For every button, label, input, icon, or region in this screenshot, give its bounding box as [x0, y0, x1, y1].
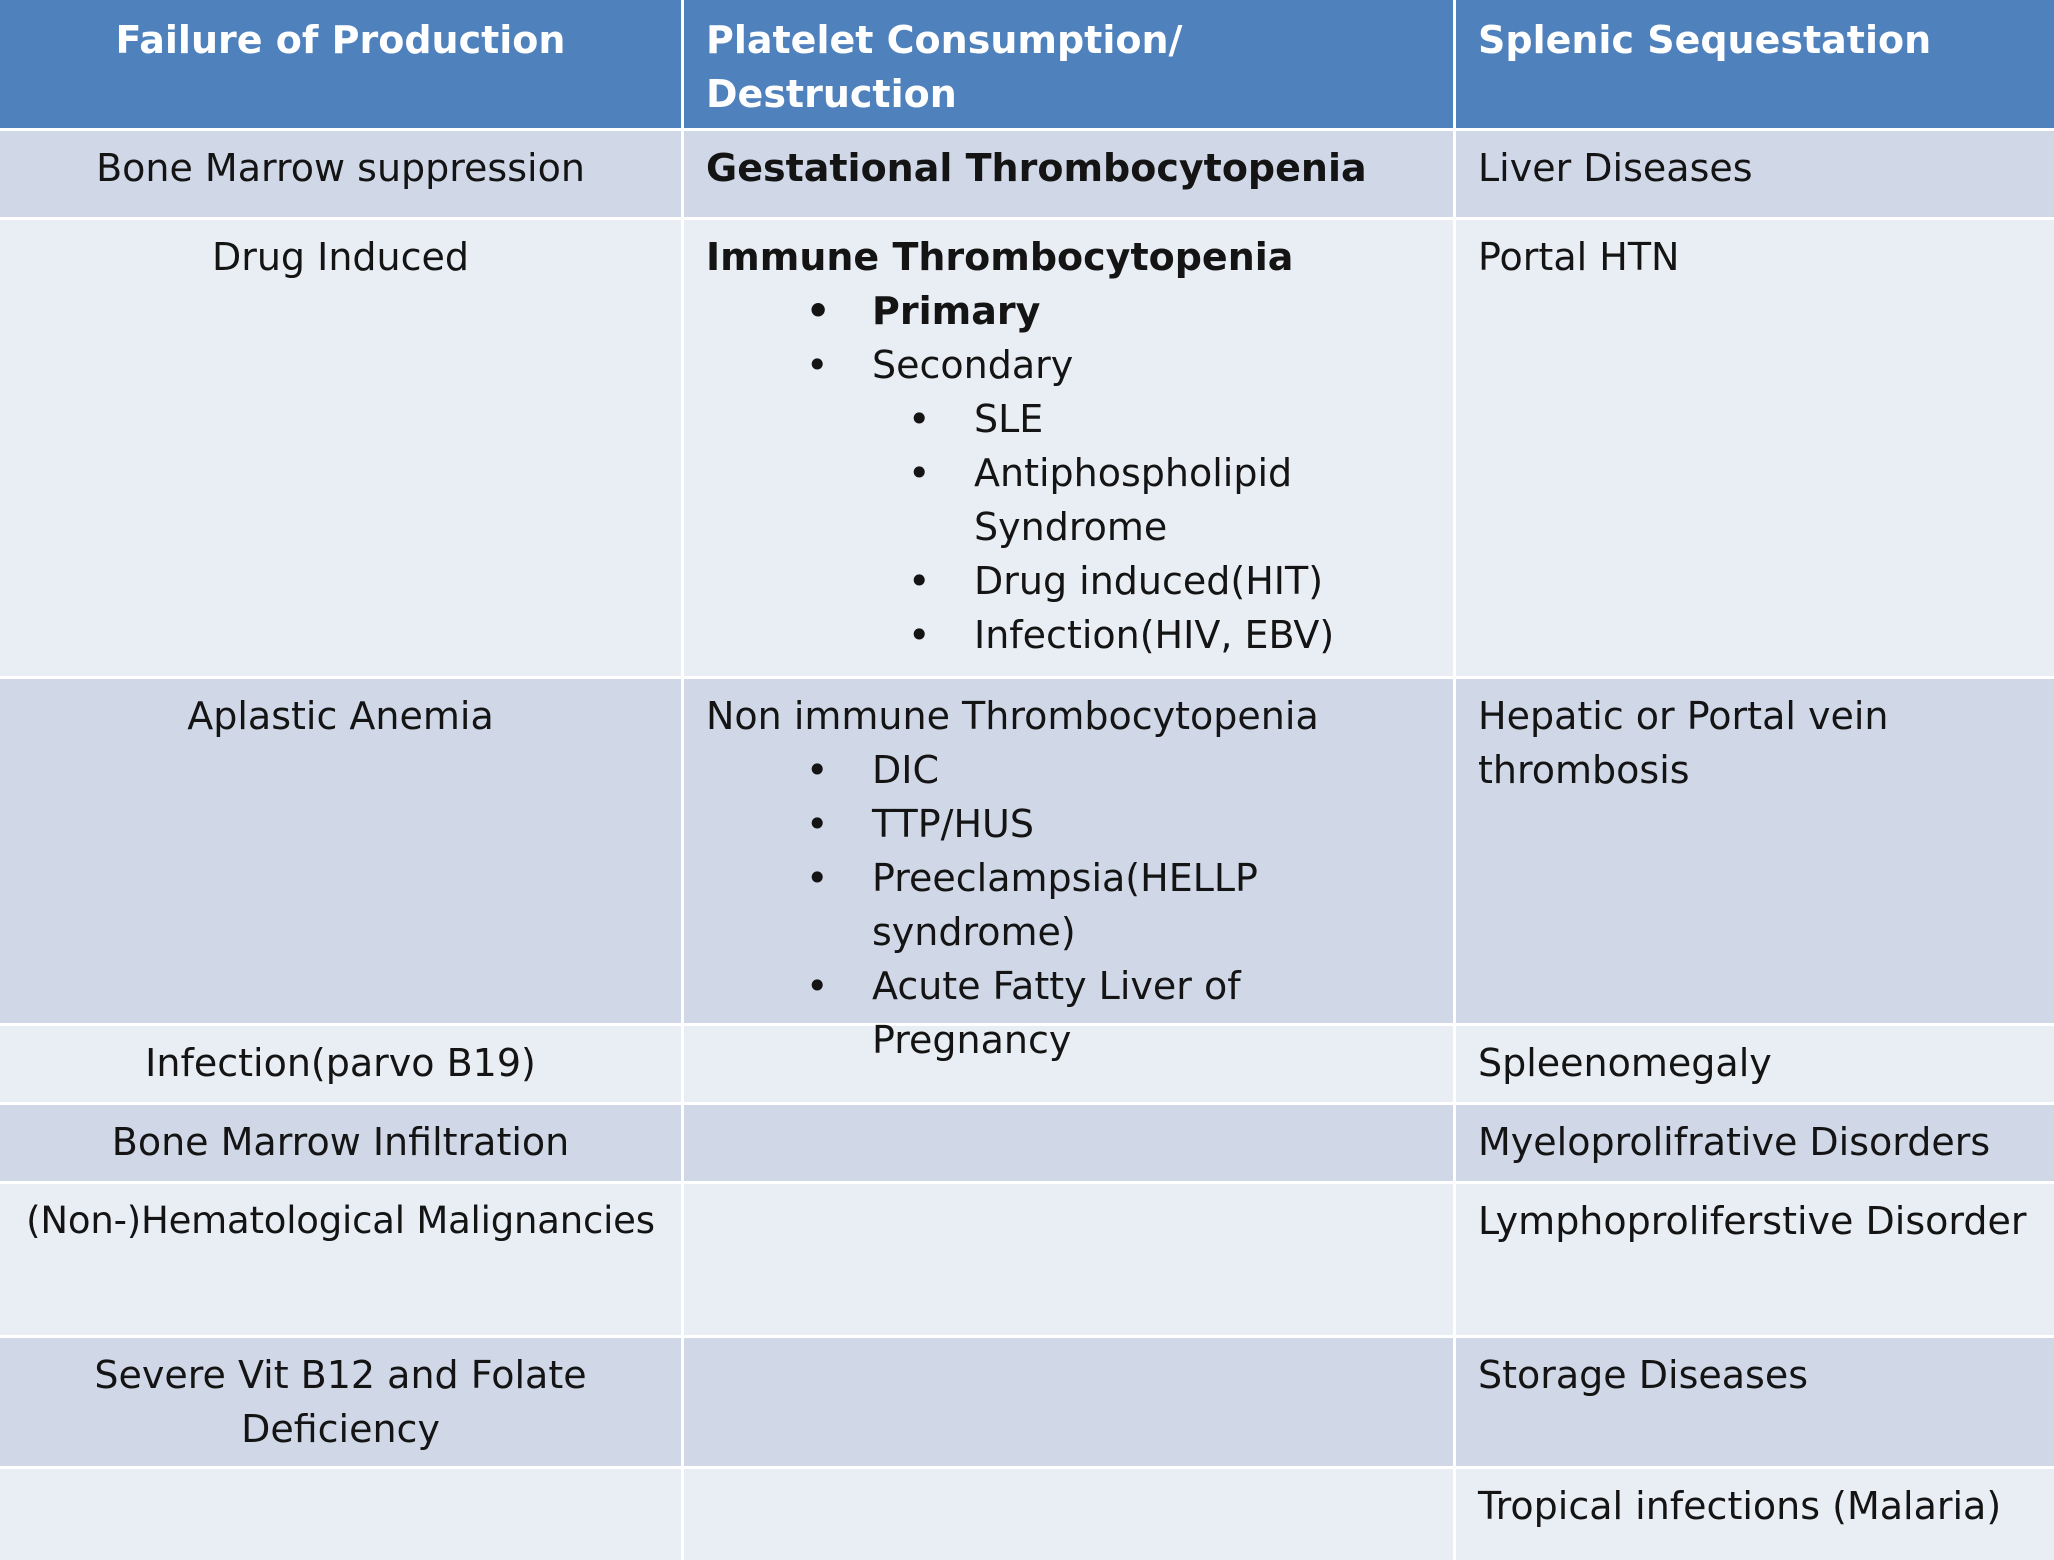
table-cell: Portal HTN — [1456, 220, 2054, 676]
list-subitem: • Antiphospholipid Syndrome — [706, 446, 1433, 554]
table-cell: Bone Marrow suppression — [0, 131, 681, 217]
list-item: • Secondary — [706, 338, 1433, 392]
table-cell: Gestational Thrombocytopenia — [684, 131, 1453, 217]
table-cell: Spleenomegaly — [1456, 1026, 2054, 1102]
table-cell — [684, 1184, 1453, 1335]
table-cell: Hepatic or Portal vein thrombosis — [1456, 679, 2054, 1023]
list-title: Non immune Thrombocytopenia — [706, 694, 1319, 738]
header-splenic-sequestation: Splenic Sequestation — [1456, 0, 2054, 128]
table-cell — [684, 1338, 1453, 1466]
list-subitem: • Infection(HIV, EBV) — [706, 608, 1433, 662]
table-cell: Liver Diseases — [1456, 131, 2054, 217]
list-subitem: • Drug induced(HIT) — [706, 554, 1433, 608]
table-cell: Lymphoproliferstive Disorder — [1456, 1184, 2054, 1335]
immune-thrombocytopenia-cell — [684, 220, 1453, 676]
table-cell: Infection(parvo B19) — [0, 1026, 681, 1102]
table-cell: Severe Vit B12 and Folate Deficiency — [0, 1338, 681, 1466]
table-cell: Drug Induced — [0, 220, 681, 676]
non-immune-thrombocytopenia-cell — [684, 679, 1453, 1062]
list-item: • TTP/HUS — [706, 797, 1433, 851]
table-cell — [0, 1469, 681, 1560]
table-cell: Tropical infections (Malaria) — [1456, 1469, 2054, 1560]
table-cell — [684, 1469, 1453, 1560]
list-item: • Preeclampsia(HELLP syndrome) — [706, 851, 1433, 959]
table-cell — [684, 1105, 1453, 1181]
list-title: Immune Thrombocytopenia — [706, 235, 1294, 279]
list-item: • DIC — [706, 743, 1433, 797]
table-cell: (Non-)Hematological Malignancies — [0, 1184, 681, 1335]
header-platelet-consumption: Platelet Consumption/ Destruction — [684, 0, 1453, 128]
bullet-list — [706, 743, 1433, 1067]
list-item: • Acute Fatty Liver of Pregnancy — [706, 959, 1433, 1067]
header-failure-of-production: Failure of Production — [0, 0, 681, 128]
table-cell: Bone Marrow Infiltration — [0, 1105, 681, 1181]
table-cell: Myeloprolifrative Disorders — [1456, 1105, 2054, 1181]
table-cell: Aplastic Anemia — [0, 679, 681, 1023]
list-subitem: • SLE — [706, 392, 1433, 446]
bullet-list — [706, 284, 1433, 662]
list-item: • Primary — [706, 284, 1433, 338]
table-cell: Storage Diseases — [1456, 1338, 2054, 1466]
